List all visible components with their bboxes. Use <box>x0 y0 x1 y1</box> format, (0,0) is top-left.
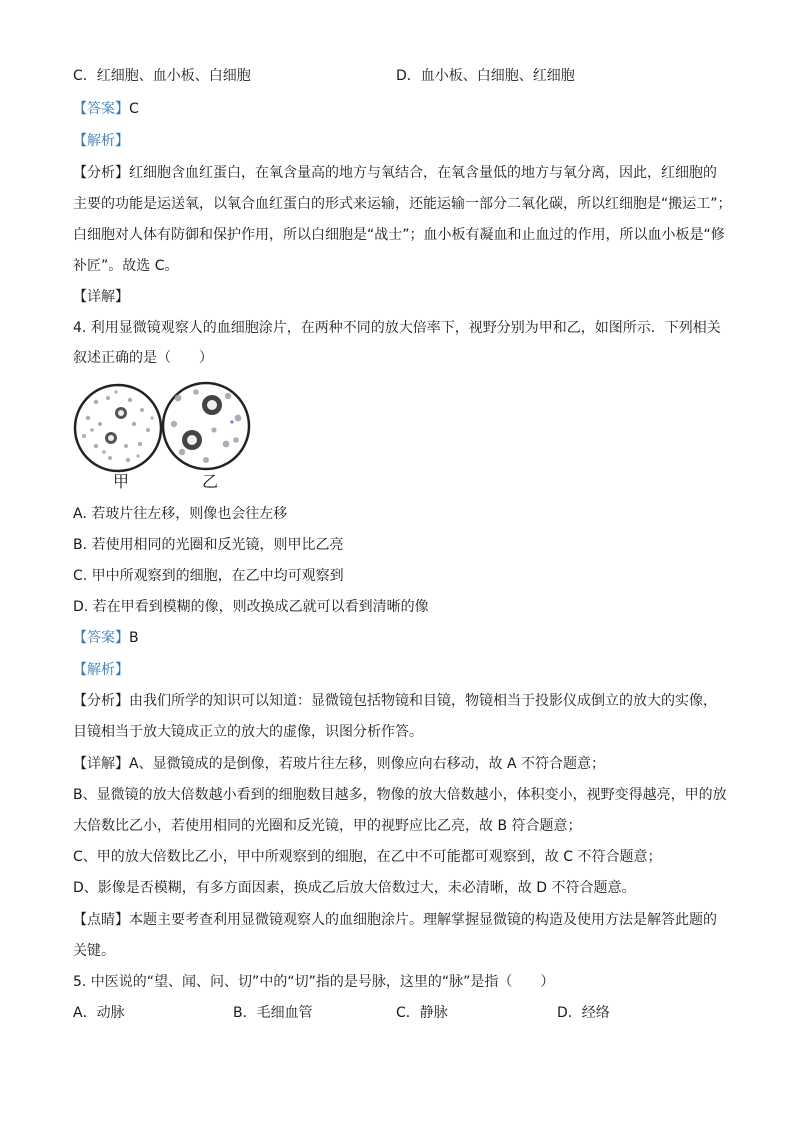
answer-tag: 【答案】 <box>73 630 129 646</box>
q4-detail-b-1: B、显微镜的放大倍数越小看到的细胞数目越多，物像的放大倍数越小，体积变小，视野变得越亮，甲的放 <box>73 787 727 803</box>
q4-detail-d: D、影像是否模糊，有多方面因素，换成乙后放大倍数过大，未必清晰，故 D 不符合题意。 <box>73 880 636 896</box>
q4-dianjing-line-1: 【点睛】本题主要考查利用显微镜观察人的血细胞涂片。理解掌握显微镜的构造及使用方法是解答此题的 <box>73 912 717 928</box>
q3-option-c: C．红细胞、血小板、白细胞 <box>73 68 251 84</box>
q4-answer <box>73 628 139 648</box>
q3-option-d: D．血小板、白细胞、红细胞 <box>396 68 575 84</box>
q4-option-c: C. 甲中所观察到的细胞，在乙中均可观察到 <box>73 568 344 584</box>
q5-option-a: A．动脉 <box>73 1005 125 1021</box>
label-yi: 乙 <box>202 472 219 491</box>
q3-fenxi-line-1: 【分析】红细胞含血红蛋白，在氧含量高的地方与氧结合，在氧含量低的地方与氧分离，因此，红细胞的 <box>73 165 717 181</box>
answer-value: C <box>129 101 139 117</box>
detail-tag: 【详解】 <box>73 756 129 772</box>
q3-fenxi-line-4: 补匠”。故选 C。 <box>73 258 179 274</box>
q5-stem: 5. 中医说的“望、闻、问、切”中的“切”指的是号脉，这里的“脉”是指（ ） <box>73 974 555 990</box>
q4-analysis-tag: 【解析】 <box>73 662 129 678</box>
q3-detail-tag: 【详解】 <box>73 289 129 305</box>
q5-option-c: C．静脉 <box>396 1005 448 1021</box>
q5-option-b: B．毛细血管 <box>233 1005 313 1021</box>
q4-stem-line-1: 4. 利用显微镜观察人的血细胞涂片，在两种不同的放大倍率下，视野分别为甲和乙，如图所示．下列相关 <box>73 320 721 336</box>
q4-option-b: B. 若使用相同的光圈和反光镜，则甲比乙亮 <box>73 537 344 553</box>
view-jia-circle <box>75 385 161 471</box>
q3-fenxi-line-3: 白细胞对人体有防御和保护作用，所以白细胞是“战士”；血小板有凝血和止血过的作用，所以血小板是“修 <box>73 227 725 243</box>
q3-fenxi-line-2: 主要的功能是运送氧，以氧合血红蛋白的形式来运输，还能运输一部分二氧化碳，所以红细胞是“搬运工”； <box>73 196 732 212</box>
q4-detail-b-2: 大倍数比乙小，若使用相同的光圈和反光镜，甲的视野应比乙亮，故 B 符合题意； <box>73 818 582 834</box>
answer-tag: 【答案】 <box>73 101 129 117</box>
q4-stem-line-2: 叙述正确的是（ ） <box>73 350 213 366</box>
answer-value: B <box>129 630 139 646</box>
q4-option-d: D. 若在甲看到模糊的像，则改换成乙就可以看到清晰的像 <box>73 599 429 615</box>
q3-analysis-tag: 【解析】 <box>73 133 129 149</box>
view-yi-circle <box>163 383 249 469</box>
fenxi-tag: 【分析】 <box>73 165 129 181</box>
q4-detail-c: C、甲的放大倍数比乙小，甲中所观察到的细胞，在乙中不可能都可观察到，故 C 不符合题意； <box>73 849 662 865</box>
q5-option-d: D．经络 <box>557 1005 610 1021</box>
q4-fenxi-line-2: 目镜相当于放大镜成正立的放大的虚像，识图分析作答。 <box>73 724 423 740</box>
label-jia: 甲 <box>113 472 130 491</box>
q4-detail-a: 【详解】A、显微镜成的是倒像，若玻片往左移，则像应向右移动，故 A 不符合题意； <box>73 756 606 772</box>
q4-option-a: A. 若玻片往左移，则像也会往左移 <box>73 506 288 522</box>
fenxi-tag: 【分析】 <box>73 693 129 709</box>
q4-dianjing-line-2: 关键。 <box>73 943 115 959</box>
dianjing-tag: 【点睛】 <box>73 912 129 928</box>
q4-fenxi-line-1: 【分析】由我们所学的知识可以知道：显微镜包括物镜和目镜，物镜相当于投影仪成倒立的放大的实像， <box>73 693 717 709</box>
